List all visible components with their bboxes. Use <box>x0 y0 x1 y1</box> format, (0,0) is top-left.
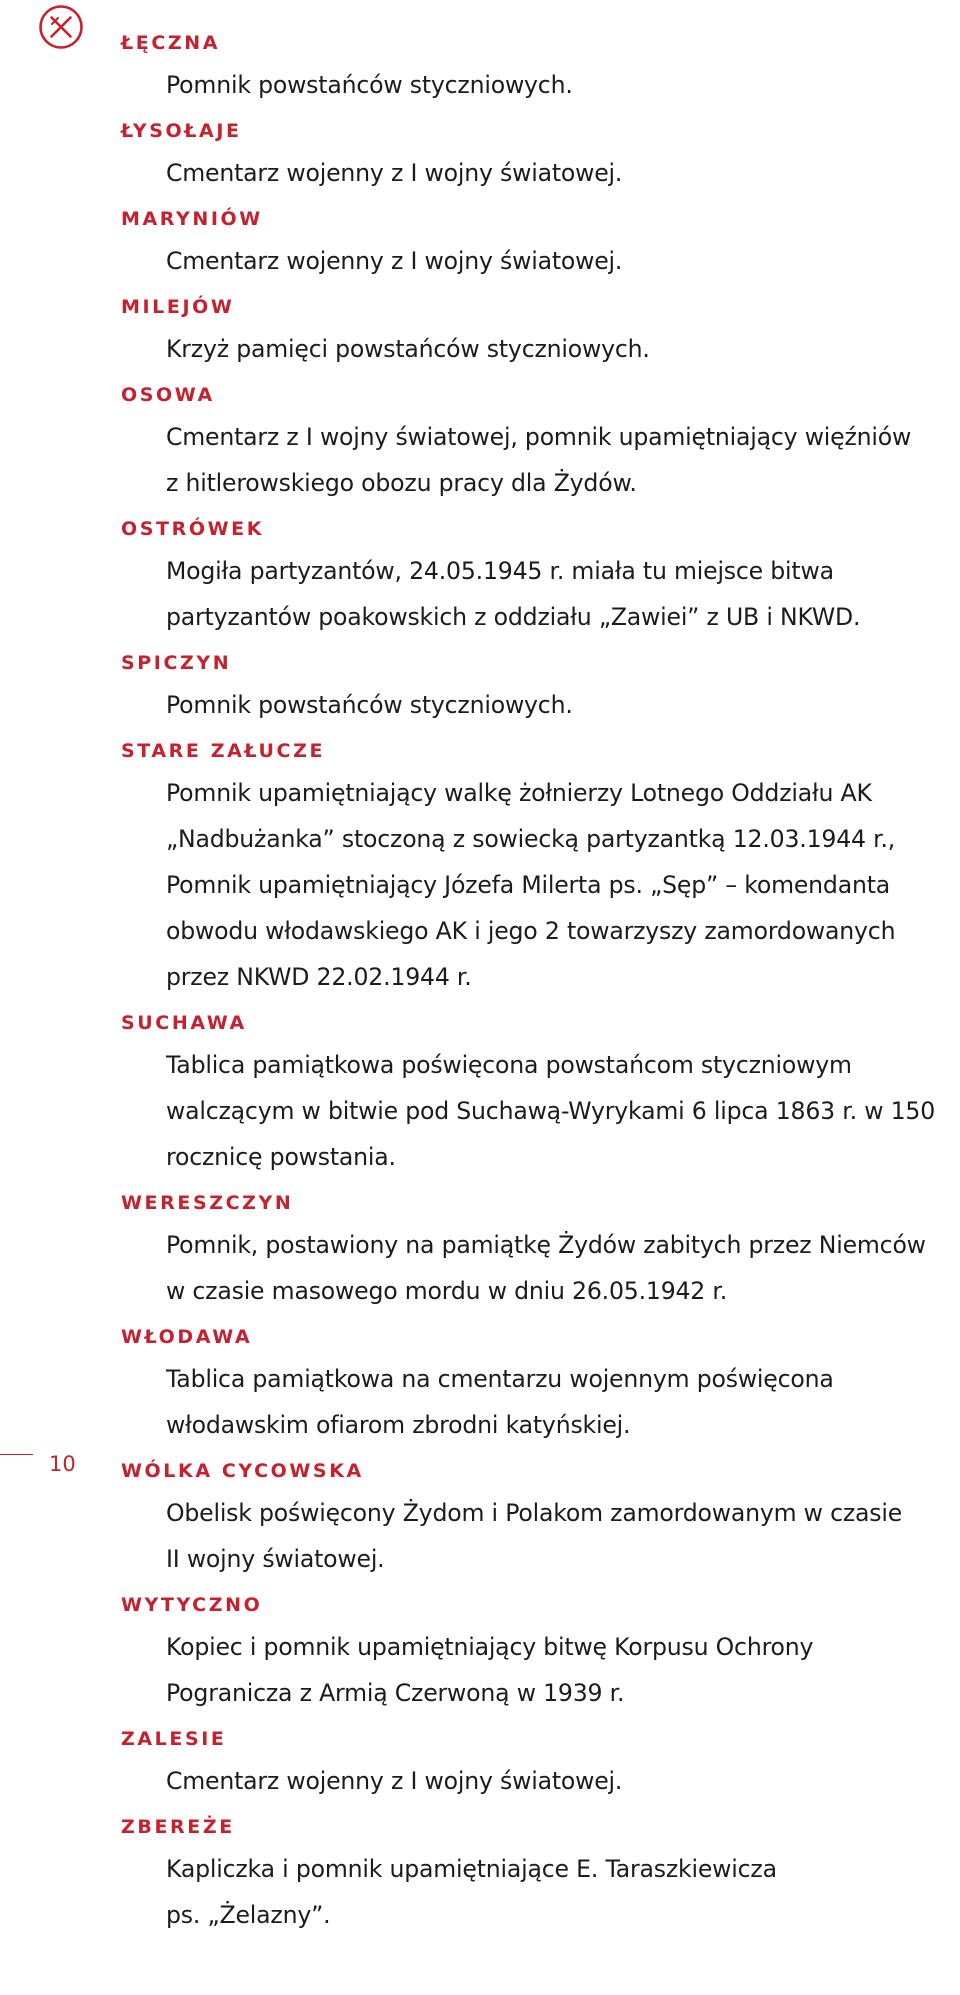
place-description <box>166 238 951 284</box>
place-description <box>166 548 951 640</box>
place-name: WYTYCZNO <box>121 1594 263 1616</box>
description-line: Tablica pamiątkowa poświęcona powstańcom styczniowym <box>166 1051 852 1079</box>
list-item <box>121 200 951 284</box>
list-item <box>121 24 951 108</box>
description-line: Mogiła partyzantów, 24.05.1945 r. miała tu miejsce bitwa <box>166 557 834 585</box>
description-line: II wojny światowej. <box>166 1545 385 1573</box>
place-description <box>166 682 951 728</box>
place-name: OSTRÓWEK <box>121 518 265 540</box>
place-name: WÓLKA CYCOWSKA <box>121 1460 364 1482</box>
place-name: MARYNIÓW <box>121 208 263 230</box>
place-description <box>166 62 951 108</box>
list-item <box>121 288 951 372</box>
place-name: ZALESIE <box>121 1728 227 1750</box>
description-line: w czasie masowego mordu w dniu 26.05.1942 r. <box>166 1277 728 1305</box>
description-line: rocznicę powstania. <box>166 1143 396 1171</box>
crossed-circle-icon <box>38 4 84 50</box>
list-item <box>121 1318 951 1448</box>
place-name: OSOWA <box>121 384 215 406</box>
list-item <box>121 1586 951 1716</box>
list-item <box>121 1184 951 1314</box>
place-description <box>166 414 951 506</box>
place-description <box>166 326 951 372</box>
description-line: Cmentarz wojenny z I wojny światowej. <box>166 159 623 187</box>
description-line: Kapliczka i pomnik upamiętniające E. Taraszkiewicza <box>166 1855 777 1883</box>
description-line: walczącym w bitwie pod Suchawą-Wyrykami 6 lipca 1863 r. w 150 <box>166 1097 936 1125</box>
monument-list <box>121 24 951 1942</box>
description-line: Kopiec i pomnik upamiętniający bitwę Korpusu Ochrony <box>166 1633 814 1661</box>
description-line: włodawskim ofiarom zbrodni katyńskiej. <box>166 1411 631 1439</box>
description-line: Pomnik powstańców styczniowych. <box>166 691 573 719</box>
list-item <box>121 644 951 728</box>
place-description <box>166 150 951 196</box>
description-line: przez NKWD 22.02.1944 r. <box>166 963 472 991</box>
description-line: ps. „Żelazny”. <box>166 1901 331 1929</box>
place-name: WŁODAWA <box>121 1326 253 1348</box>
description-line: partyzantów poakowskich z oddziału „Zawiei” z UB i NKWD. <box>166 603 861 631</box>
description-line: z hitlerowskiego obozu pracy dla Żydów. <box>166 469 637 497</box>
description-line: obwodu włodawskiego AK i jego 2 towarzyszy zamordowanych <box>166 917 896 945</box>
place-name: STARE ZAŁUCZE <box>121 740 326 762</box>
place-description <box>166 1846 951 1938</box>
description-line: Tablica pamiątkowa na cmentarzu wojennym poświęcona <box>166 1365 834 1393</box>
place-description <box>166 1758 951 1804</box>
description-line: Cmentarz z I wojny światowej, pomnik upamiętniający więźniów <box>166 423 912 451</box>
description-line: Pomnik powstańców styczniowych. <box>166 71 573 99</box>
description-line: Cmentarz wojenny z I wojny światowej. <box>166 1767 623 1795</box>
description-line: Pogranicza z Armią Czerwoną w 1939 r. <box>166 1679 625 1707</box>
description-line: „Nadbużanka” stoczoną z sowiecką partyzantką 12.03.1944 r., <box>166 825 896 853</box>
description-line: Cmentarz wojenny z I wojny światowej. <box>166 247 623 275</box>
list-item <box>121 1004 951 1180</box>
place-name: ŁĘCZNA <box>121 32 221 54</box>
description-line: Pomnik upamiętniający walkę żołnierzy Lotnego Oddziału AK <box>166 779 872 807</box>
place-name: ŁYSOŁAJE <box>121 120 242 142</box>
list-item <box>121 1452 951 1582</box>
place-name: SUCHAWA <box>121 1012 247 1034</box>
place-name: SPICZYN <box>121 652 232 674</box>
list-item <box>121 376 951 506</box>
description-line: Pomnik, postawiony na pamiątkę Żydów zabitych przez Niemców <box>166 1231 926 1259</box>
list-item <box>121 1808 951 1938</box>
place-description <box>166 1222 951 1314</box>
place-description <box>166 1624 951 1716</box>
place-name: ZBEREŻE <box>121 1816 235 1838</box>
place-description <box>166 1042 951 1180</box>
place-description <box>166 1490 951 1582</box>
list-item <box>121 510 951 640</box>
list-item <box>121 1720 951 1804</box>
list-item <box>121 732 951 1000</box>
place-description <box>166 770 951 1000</box>
list-item <box>121 112 951 196</box>
page-rule <box>0 1454 33 1455</box>
page-number: 10 <box>49 1452 76 1476</box>
description-line: Pomnik upamiętniający Józefa Milerta ps. „Sęp” – komendanta <box>166 871 891 899</box>
place-name: WERESZCZYN <box>121 1192 294 1214</box>
description-line: Obelisk poświęcony Żydom i Polakom zamordowanym w czasie <box>166 1499 903 1527</box>
description-line: Krzyż pamięci powstańców styczniowych. <box>166 335 650 363</box>
place-description <box>166 1356 951 1448</box>
page-footer <box>0 1452 80 1492</box>
place-name: MILEJÓW <box>121 296 235 318</box>
